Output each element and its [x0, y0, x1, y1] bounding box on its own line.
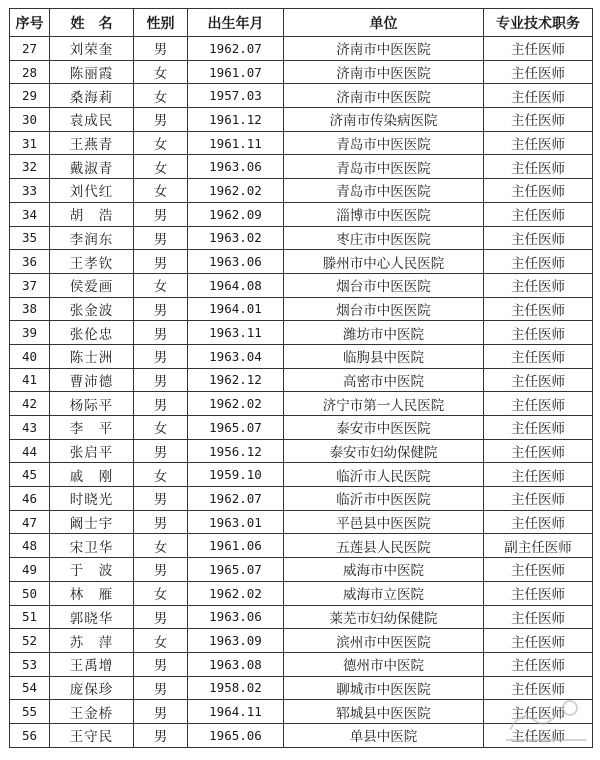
- cell-name: 张金波: [50, 297, 134, 321]
- cell-gender: 男: [134, 108, 188, 132]
- cell-unit: 济南市中医医院: [284, 60, 484, 84]
- cell-birth: 1962.02: [188, 392, 284, 416]
- cell-name: 杨际平: [50, 392, 134, 416]
- cell-gender: 女: [134, 629, 188, 653]
- cell-title: 主任医师: [484, 60, 593, 84]
- cell-unit: 青岛市中医医院: [284, 179, 484, 203]
- cell-unit: 青岛市中医医院: [284, 155, 484, 179]
- cell-title: 主任医师: [484, 108, 593, 132]
- cell-birth: 1963.06: [188, 155, 284, 179]
- cell-birth: 1961.11: [188, 131, 284, 155]
- table-body: [10, 37, 593, 748]
- cell-unit: 临沂市人民医院: [284, 463, 484, 487]
- cell-name: 张启平: [50, 439, 134, 463]
- cell-serial: 56: [10, 723, 50, 747]
- cell-title: 主任医师: [484, 297, 593, 321]
- cell-birth: 1963.06: [188, 605, 284, 629]
- cell-gender: 女: [134, 416, 188, 440]
- cell-birth: 1963.01: [188, 510, 284, 534]
- cell-serial: 40: [10, 344, 50, 368]
- table-row: [10, 629, 593, 653]
- header-title: 专业技术职务: [484, 9, 593, 37]
- roster-table: [9, 8, 593, 748]
- table-row: [10, 487, 593, 511]
- table-row: [10, 131, 593, 155]
- cell-serial: 52: [10, 629, 50, 653]
- table-row: [10, 226, 593, 250]
- cell-birth: 1962.12: [188, 368, 284, 392]
- table-row: [10, 108, 593, 132]
- cell-gender: 男: [134, 652, 188, 676]
- cell-unit: 郓城县中医医院: [284, 700, 484, 724]
- table-row: [10, 344, 593, 368]
- cell-birth: 1962.02: [188, 179, 284, 203]
- cell-name: 胡 浩: [50, 202, 134, 226]
- cell-unit: 淄博市中医医院: [284, 202, 484, 226]
- cell-gender: 男: [134, 558, 188, 582]
- cell-gender: 女: [134, 131, 188, 155]
- cell-title: 主任医师: [484, 558, 593, 582]
- cell-title: 主任医师: [484, 487, 593, 511]
- table-header-row: [10, 9, 593, 37]
- cell-unit: 德州市中医院: [284, 652, 484, 676]
- cell-serial: 36: [10, 250, 50, 274]
- cell-name: 戴淑青: [50, 155, 134, 179]
- cell-serial: 47: [10, 510, 50, 534]
- cell-title: 副主任医师: [484, 534, 593, 558]
- cell-unit: 青岛市中医医院: [284, 131, 484, 155]
- cell-title: 主任医师: [484, 37, 593, 61]
- cell-birth: 1963.06: [188, 250, 284, 274]
- cell-title: 主任医师: [484, 510, 593, 534]
- cell-name: 刘荣奎: [50, 37, 134, 61]
- cell-gender: 男: [134, 37, 188, 61]
- cell-serial: 35: [10, 226, 50, 250]
- cell-serial: 38: [10, 297, 50, 321]
- cell-unit: 烟台市中医医院: [284, 297, 484, 321]
- cell-title: 主任医师: [484, 652, 593, 676]
- cell-title: 主任医师: [484, 463, 593, 487]
- cell-birth: 1962.07: [188, 37, 284, 61]
- table-row: [10, 179, 593, 203]
- cell-title: 主任医师: [484, 700, 593, 724]
- cell-birth: 1965.07: [188, 416, 284, 440]
- cell-unit: 济南市中医医院: [284, 37, 484, 61]
- cell-unit: 平邑县中医医院: [284, 510, 484, 534]
- cell-serial: 27: [10, 37, 50, 61]
- cell-serial: 46: [10, 487, 50, 511]
- cell-name: 李 平: [50, 416, 134, 440]
- cell-gender: 男: [134, 439, 188, 463]
- cell-name: 张伦忠: [50, 321, 134, 345]
- cell-serial: 29: [10, 84, 50, 108]
- cell-unit: 临沂市中医医院: [284, 487, 484, 511]
- cell-name: 时晓光: [50, 487, 134, 511]
- table-row: [10, 368, 593, 392]
- cell-gender: 女: [134, 84, 188, 108]
- cell-serial: 43: [10, 416, 50, 440]
- cell-name: 王金桥: [50, 700, 134, 724]
- cell-name: 陈丽霞: [50, 60, 134, 84]
- cell-serial: 53: [10, 652, 50, 676]
- table-row: [10, 510, 593, 534]
- cell-gender: 男: [134, 700, 188, 724]
- cell-name: 桑海莉: [50, 84, 134, 108]
- cell-name: 宋卫华: [50, 534, 134, 558]
- cell-name: 于 波: [50, 558, 134, 582]
- table-row: [10, 605, 593, 629]
- cell-title: 主任医师: [484, 392, 593, 416]
- cell-name: 戚 刚: [50, 463, 134, 487]
- cell-name: 侯爱画: [50, 273, 134, 297]
- cell-serial: 31: [10, 131, 50, 155]
- cell-birth: 1958.02: [188, 676, 284, 700]
- cell-birth: 1963.08: [188, 652, 284, 676]
- cell-serial: 54: [10, 676, 50, 700]
- cell-title: 主任医师: [484, 155, 593, 179]
- header-name: 姓 名: [50, 9, 134, 37]
- cell-title: 主任医师: [484, 723, 593, 747]
- cell-name: 苏 萍: [50, 629, 134, 653]
- table-row: [10, 558, 593, 582]
- header-unit: 单位: [284, 9, 484, 37]
- table-row: [10, 155, 593, 179]
- cell-serial: 42: [10, 392, 50, 416]
- cell-birth: 1959.10: [188, 463, 284, 487]
- header-gender: 性别: [134, 9, 188, 37]
- cell-serial: 51: [10, 605, 50, 629]
- cell-title: 主任医师: [484, 629, 593, 653]
- cell-unit: 莱芜市妇幼保健院: [284, 605, 484, 629]
- cell-birth: 1963.09: [188, 629, 284, 653]
- cell-name: 庞保珍: [50, 676, 134, 700]
- cell-serial: 55: [10, 700, 50, 724]
- cell-birth: 1956.12: [188, 439, 284, 463]
- cell-name: 阚士宇: [50, 510, 134, 534]
- cell-gender: 男: [134, 392, 188, 416]
- cell-serial: 49: [10, 558, 50, 582]
- table-row: [10, 439, 593, 463]
- cell-birth: 1964.01: [188, 297, 284, 321]
- cell-name: 林 雁: [50, 581, 134, 605]
- cell-unit: 泰安市妇幼保健院: [284, 439, 484, 463]
- cell-serial: 44: [10, 439, 50, 463]
- cell-title: 主任医师: [484, 416, 593, 440]
- cell-gender: 男: [134, 487, 188, 511]
- cell-birth: 1965.07: [188, 558, 284, 582]
- table-row: [10, 534, 593, 558]
- cell-serial: 32: [10, 155, 50, 179]
- cell-unit: 济南市传染病医院: [284, 108, 484, 132]
- cell-gender: 男: [134, 723, 188, 747]
- cell-gender: 女: [134, 463, 188, 487]
- cell-birth: 1957.03: [188, 84, 284, 108]
- cell-unit: 五莲县人民医院: [284, 534, 484, 558]
- table-row: [10, 84, 593, 108]
- cell-title: 主任医师: [484, 202, 593, 226]
- cell-name: 曹沛德: [50, 368, 134, 392]
- table-row: [10, 463, 593, 487]
- cell-name: 刘代红: [50, 179, 134, 203]
- table-row: [10, 581, 593, 605]
- table-row: [10, 297, 593, 321]
- cell-name: 陈士洲: [50, 344, 134, 368]
- cell-serial: 45: [10, 463, 50, 487]
- header-serial: 序号: [10, 9, 50, 37]
- cell-title: 主任医师: [484, 84, 593, 108]
- cell-gender: 男: [134, 250, 188, 274]
- cell-gender: 女: [134, 581, 188, 605]
- cell-title: 主任医师: [484, 179, 593, 203]
- cell-serial: 30: [10, 108, 50, 132]
- cell-title: 主任医师: [484, 131, 593, 155]
- table-row: [10, 202, 593, 226]
- table-row: [10, 392, 593, 416]
- cell-birth: 1961.12: [188, 108, 284, 132]
- cell-name: 王燕青: [50, 131, 134, 155]
- cell-birth: 1962.09: [188, 202, 284, 226]
- header-birth: 出生年月: [188, 9, 284, 37]
- cell-birth: 1964.11: [188, 700, 284, 724]
- cell-serial: 50: [10, 581, 50, 605]
- table-row: [10, 60, 593, 84]
- table-row: [10, 250, 593, 274]
- cell-birth: 1962.07: [188, 487, 284, 511]
- cell-name: 李润东: [50, 226, 134, 250]
- table-row: [10, 652, 593, 676]
- cell-name: 王禹增: [50, 652, 134, 676]
- cell-unit: 滨州市中医医院: [284, 629, 484, 653]
- cell-title: 主任医师: [484, 226, 593, 250]
- table-row: [10, 37, 593, 61]
- cell-birth: 1965.06: [188, 723, 284, 747]
- cell-birth: 1961.07: [188, 60, 284, 84]
- cell-unit: 济宁市第一人民医院: [284, 392, 484, 416]
- cell-title: 主任医师: [484, 250, 593, 274]
- cell-birth: 1964.08: [188, 273, 284, 297]
- cell-title: 主任医师: [484, 581, 593, 605]
- cell-serial: 28: [10, 60, 50, 84]
- cell-unit: 枣庄市中医医院: [284, 226, 484, 250]
- cell-title: 主任医师: [484, 321, 593, 345]
- cell-title: 主任医师: [484, 273, 593, 297]
- cell-birth: 1963.11: [188, 321, 284, 345]
- cell-gender: 男: [134, 321, 188, 345]
- cell-birth: 1963.02: [188, 226, 284, 250]
- cell-gender: 男: [134, 368, 188, 392]
- cell-unit: 济南市中医医院: [284, 84, 484, 108]
- cell-serial: 37: [10, 273, 50, 297]
- cell-title: 主任医师: [484, 439, 593, 463]
- cell-gender: 男: [134, 510, 188, 534]
- cell-unit: 聊城市中医医院: [284, 676, 484, 700]
- roster-table-container: [9, 8, 593, 748]
- table-row: [10, 416, 593, 440]
- cell-gender: 男: [134, 202, 188, 226]
- cell-serial: 41: [10, 368, 50, 392]
- cell-title: 主任医师: [484, 344, 593, 368]
- cell-unit: 单县中医院: [284, 723, 484, 747]
- cell-title: 主任医师: [484, 676, 593, 700]
- cell-unit: 高密市中医院: [284, 368, 484, 392]
- cell-serial: 34: [10, 202, 50, 226]
- cell-name: 王孝钦: [50, 250, 134, 274]
- cell-unit: 威海市立医院: [284, 581, 484, 605]
- watermark-logo-icon: [500, 690, 592, 752]
- cell-gender: 女: [134, 155, 188, 179]
- cell-gender: 男: [134, 605, 188, 629]
- table-row: [10, 273, 593, 297]
- cell-gender: 男: [134, 297, 188, 321]
- cell-title: 主任医师: [484, 368, 593, 392]
- cell-birth: 1961.06: [188, 534, 284, 558]
- cell-serial: 33: [10, 179, 50, 203]
- cell-gender: 女: [134, 179, 188, 203]
- cell-gender: 男: [134, 344, 188, 368]
- cell-gender: 女: [134, 534, 188, 558]
- cell-gender: 男: [134, 226, 188, 250]
- cell-title: 主任医师: [484, 605, 593, 629]
- cell-name: 王守民: [50, 723, 134, 747]
- cell-gender: 女: [134, 273, 188, 297]
- cell-unit: 临朐县中医院: [284, 344, 484, 368]
- cell-birth: 1963.04: [188, 344, 284, 368]
- cell-birth: 1962.02: [188, 581, 284, 605]
- cell-unit: 烟台市中医医院: [284, 273, 484, 297]
- cell-unit: 滕州市中心人民医院: [284, 250, 484, 274]
- cell-gender: 女: [134, 60, 188, 84]
- cell-serial: 48: [10, 534, 50, 558]
- cell-unit: 潍坊市中医院: [284, 321, 484, 345]
- cell-unit: 泰安市中医医院: [284, 416, 484, 440]
- cell-name: 郭晓华: [50, 605, 134, 629]
- cell-gender: 男: [134, 676, 188, 700]
- table-row: [10, 321, 593, 345]
- cell-unit: 威海市中医院: [284, 558, 484, 582]
- cell-name: 袁成民: [50, 108, 134, 132]
- cell-serial: 39: [10, 321, 50, 345]
